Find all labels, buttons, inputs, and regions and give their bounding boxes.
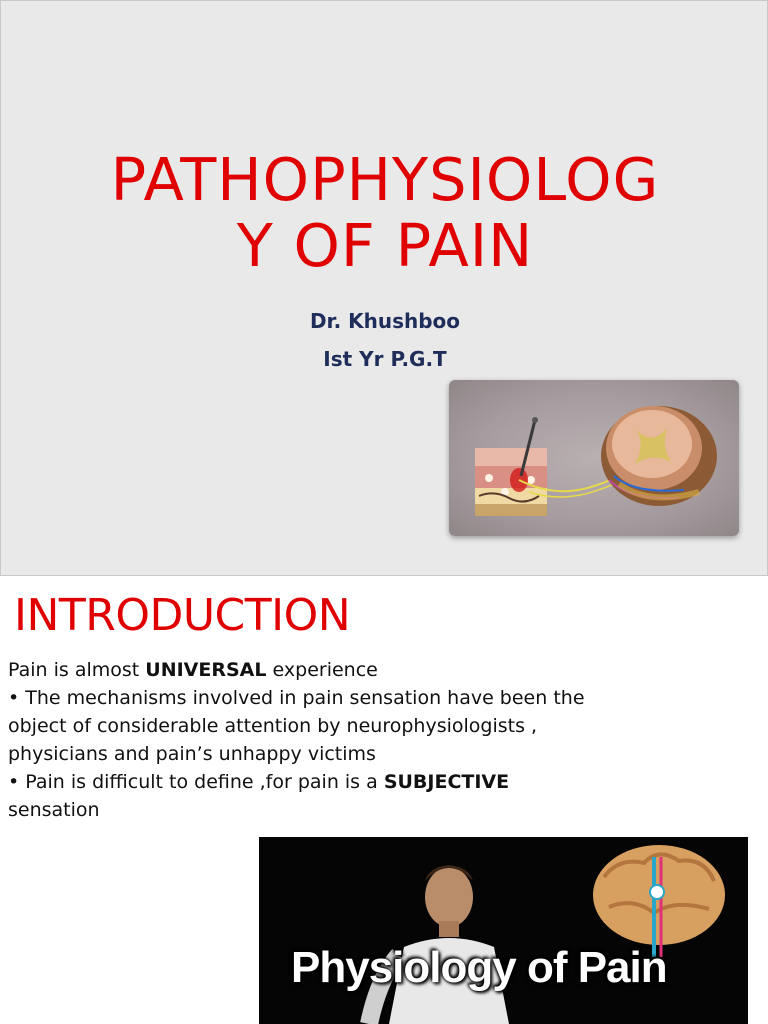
intro-line-2: • The mechanisms involved in pain sensation have been the <box>8 687 585 709</box>
video-title: Physiology of Pain <box>291 943 667 992</box>
video-thumbnail <box>259 837 748 1024</box>
intro-line-3: object of considerable attention by neurophysiologists , <box>8 715 538 737</box>
slide-title-line-1: PATHOPHYSIOLOG <box>110 145 660 214</box>
slide-title-line-2: Y OF PAIN <box>236 211 534 280</box>
nociception-illustration <box>449 380 739 536</box>
author-name: Dr. Khushboo <box>309 309 461 333</box>
slide-title <box>41 147 729 279</box>
emphasis-universal: UNIVERSAL <box>145 659 267 681</box>
text-run: Pain is almost <box>8 659 146 681</box>
brain-image <box>593 845 725 957</box>
author-role: Ist Yr P.G.T <box>323 347 447 371</box>
section-heading: INTRODUCTION <box>14 590 351 641</box>
text-run: experience <box>266 659 378 681</box>
emphasis-subjective: SUBJECTIVE <box>383 771 510 793</box>
intro-line-5 <box>8 768 708 796</box>
intro-line-1 <box>8 656 708 684</box>
intro-line-4: physicians and pain’s unhappy victims <box>8 743 376 765</box>
spinal-cord-image <box>601 406 717 506</box>
intro-line-6: sensation <box>8 799 100 821</box>
skin-section-image <box>475 448 547 516</box>
introduction-slide <box>0 576 768 1024</box>
text-run: • Pain is difficult to define ,for pain is a <box>8 771 384 793</box>
intro-body <box>8 656 708 824</box>
